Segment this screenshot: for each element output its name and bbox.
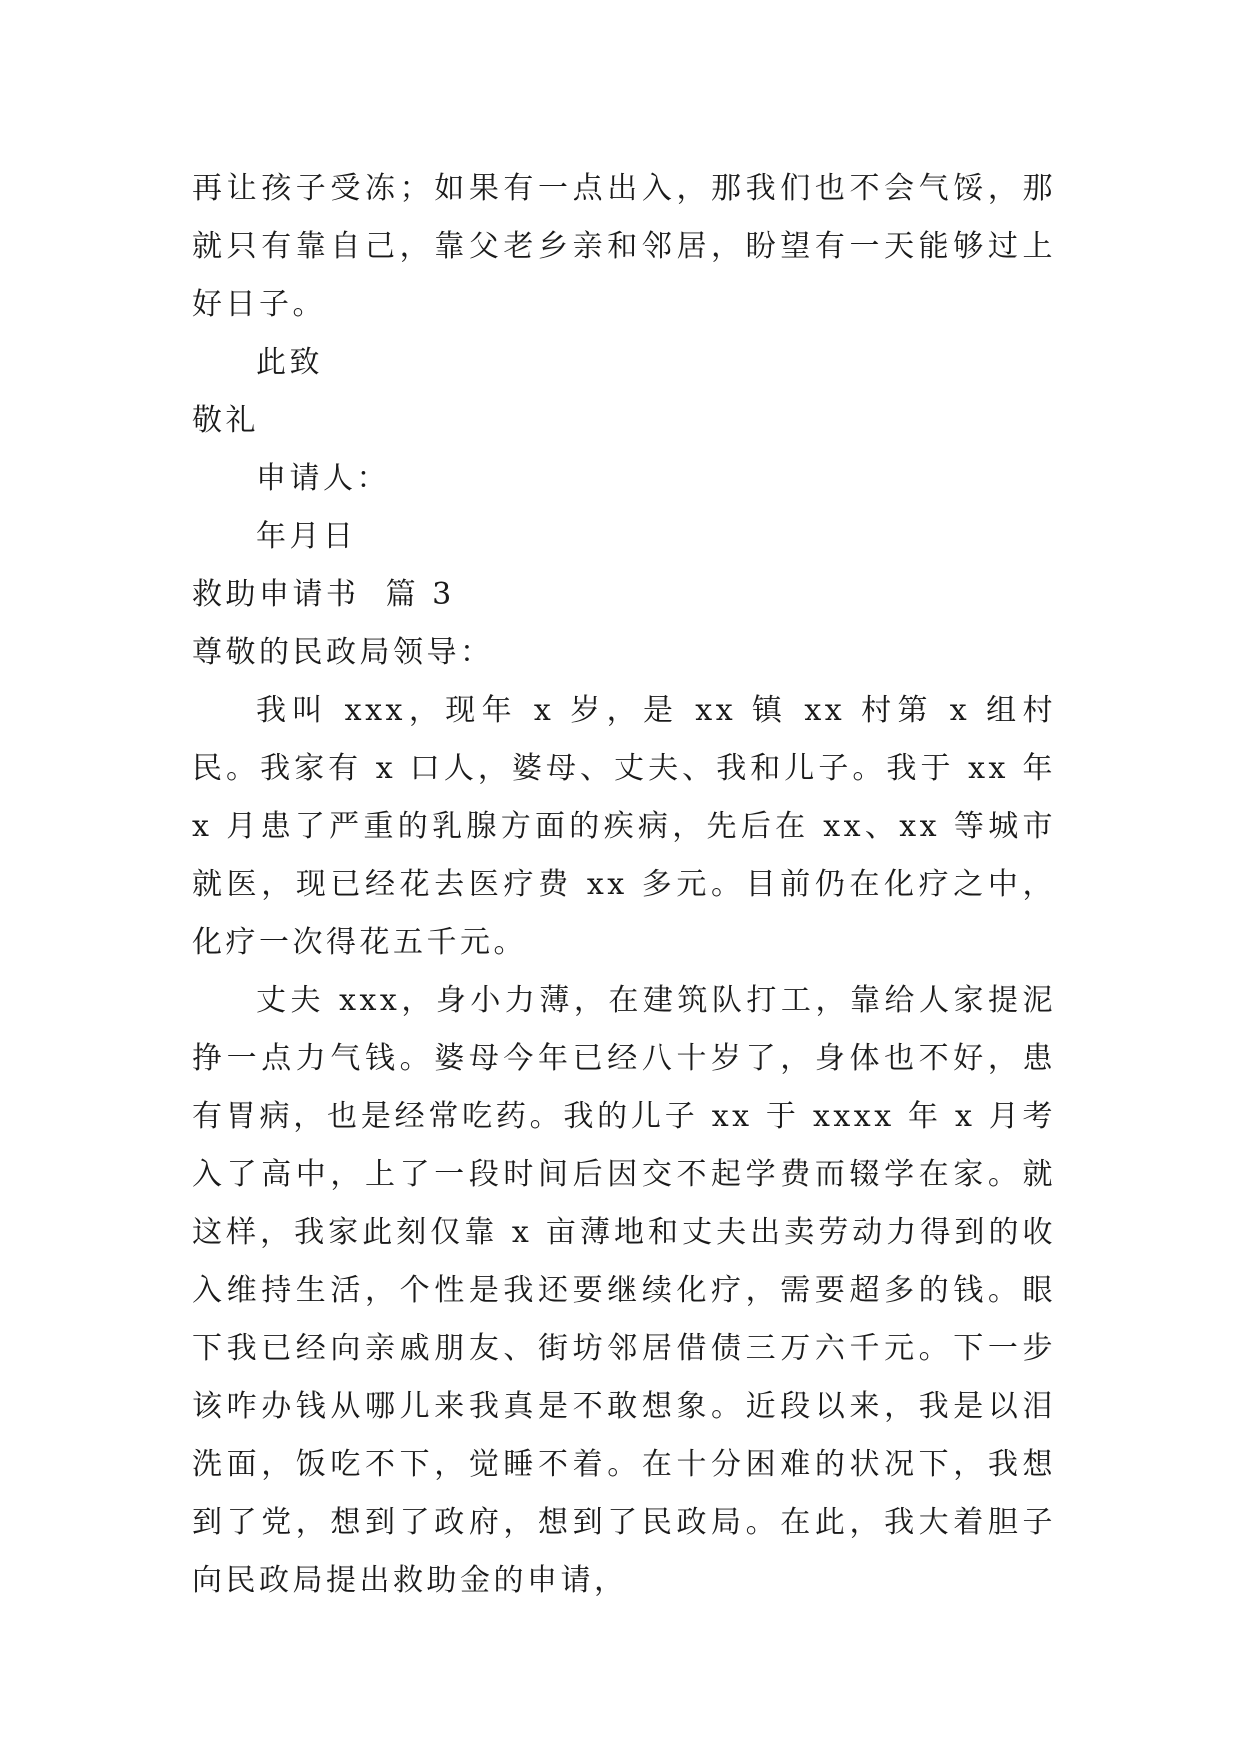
section-heading: 救助申请书 篇 3 (192, 577, 455, 612)
paragraph-closing-hope: 再让孩子受冻；如果有一点出入，那我们也不会气馁，那就只有靠自己，靠父老乡亲和邻居，盼望有一天能够过上好日子。 (192, 171, 1056, 322)
paragraph-salutation-cizhi: 此致 (256, 345, 323, 380)
paragraph-salutation-jingli: 敬礼 (192, 403, 259, 438)
paragraph-applicant: 申请人： (256, 461, 390, 496)
paragraph-addressee: 尊敬的民政局领导： (192, 635, 494, 670)
paragraph-date: 年月日 (256, 519, 357, 554)
document-body (192, 160, 1056, 1610)
paragraph-family-situation: 丈夫 xxx，身小力薄，在建筑队打工，靠给人家提泥挣一点力气钱。婆母今年已经八十岁了，身体也不好，患有胃病，也是经常吃药。我的儿子 xx 于 xxxx 年 x 月考入了高中，上了一段时间后因交不起学费而辍学在家。就这样，我家此刻仅靠 x 亩薄地和丈夫出卖劳动力得到的收入维持生活，个性是我还要继续化疗，需要超多的钱。眼下我已经向亲戚朋友、街坊邻居借债三万六千元。下一步该咋办钱从哪儿来我真是不敢想象。近段以来，我是以泪洗面，饭吃不下，觉睡不着。在十分困难的状况下，我想到了党，想到了政府，想到了民政局。在此，我大着胆子向民政局提出救助金的申请， (192, 983, 1056, 1598)
paragraph-self-introduction: 我叫 xxx，现年 x 岁，是 xx 镇 xx 村第 x 组村民。我家有 x 口人，婆母、丈夫、我和儿子。我于 xx 年 x 月患了严重的乳腺方面的疾病，先后在 xx、xx 等城市就医，现已经花去医疗费 xx 多元。目前仍在化疗之中，化疗一次得花五千元。 (192, 693, 1056, 960)
